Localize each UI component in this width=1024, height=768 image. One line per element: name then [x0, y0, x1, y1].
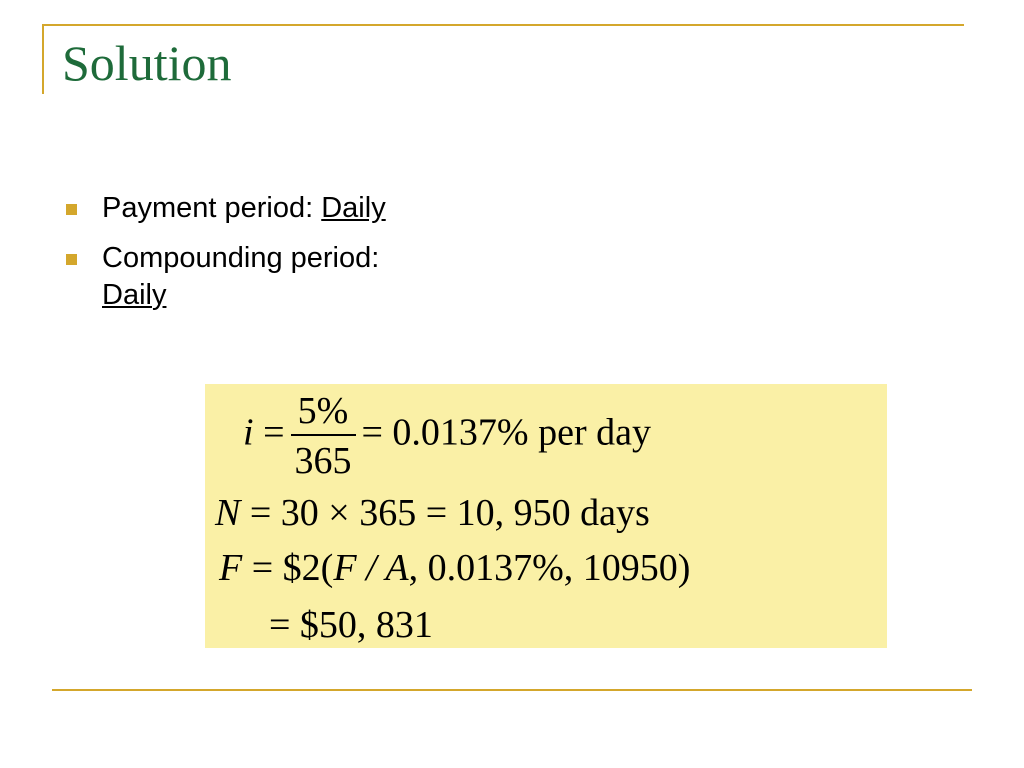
- bullet-label: Compounding period:: [102, 242, 380, 275]
- fv-expression-start: = $2(: [251, 547, 334, 589]
- bullet-value: Daily: [321, 192, 386, 224]
- fraction-denominator: 365: [294, 440, 352, 482]
- footer-rule: [52, 689, 972, 691]
- fv-result: = $50, 831: [269, 604, 433, 646]
- var-f: F: [219, 547, 243, 589]
- frame-top-rule: [42, 24, 964, 26]
- bullet-value: Daily: [102, 278, 167, 311]
- square-bullet-icon: [66, 204, 77, 215]
- formula-box: [205, 384, 887, 648]
- formula-line-result: [269, 606, 433, 644]
- rate-result: = 0.0137% per day: [361, 411, 651, 454]
- fv-factor-notation: F / A: [333, 547, 409, 589]
- equals-sign: =: [263, 411, 285, 454]
- fraction: [291, 392, 356, 480]
- bullet-list: [62, 190, 502, 327]
- fv-expression-end: , 0.0137%, 10950): [408, 547, 691, 589]
- formula-line-future-value: [219, 549, 690, 587]
- var-i: i: [243, 411, 254, 454]
- bullet-label: Payment period:: [102, 192, 322, 224]
- fraction-numerator: 5%: [291, 392, 356, 436]
- formula-line-periods: [215, 494, 650, 532]
- square-bullet-icon: [66, 254, 77, 265]
- formula-line-interest-rate: [243, 392, 651, 480]
- bullet-item-payment-period: [62, 190, 502, 226]
- bullet-item-compounding-period: [62, 240, 502, 313]
- periods-expression: = 30 × 365 = 10, 950 days: [249, 492, 650, 534]
- slide-title: Solution: [62, 35, 232, 91]
- var-n: N: [215, 492, 241, 534]
- frame-left-rule: [42, 24, 44, 94]
